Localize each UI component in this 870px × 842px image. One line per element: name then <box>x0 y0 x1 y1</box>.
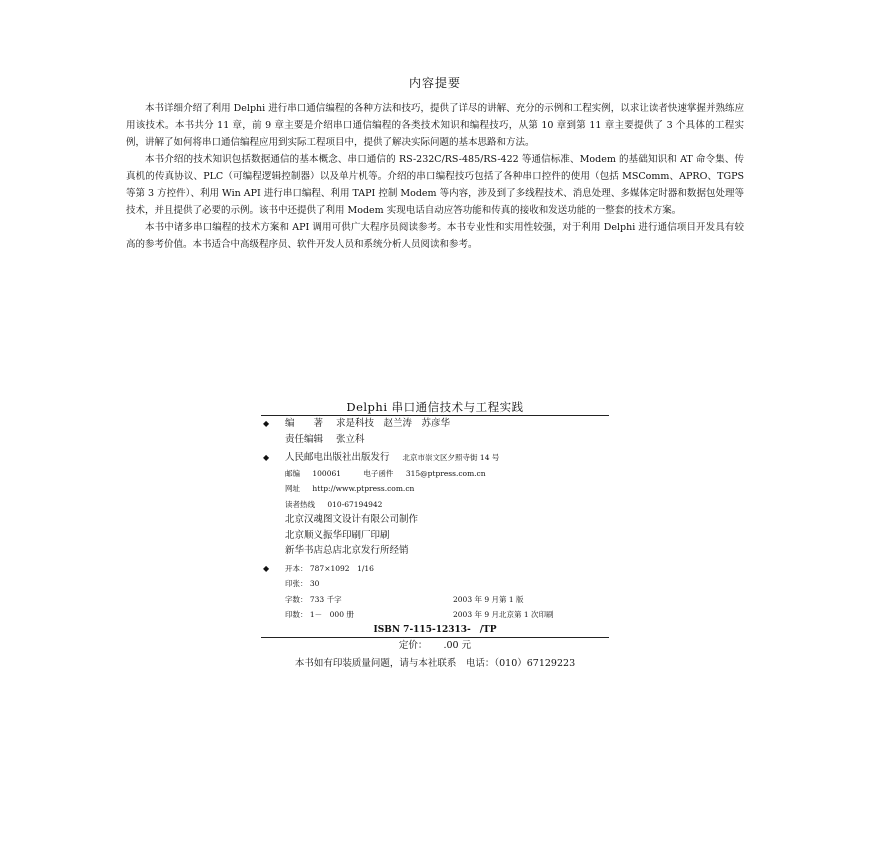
authors: 求是科技 赵兰涛 苏彦华 <box>336 418 451 429</box>
producer-row <box>261 512 609 528</box>
hotline-label: 读者热线 <box>285 499 315 509</box>
sheets-label: 印张： <box>285 579 308 588</box>
hotline-row <box>261 497 609 513</box>
words: 733 千字 <box>309 594 342 604</box>
format-label: 开本： <box>285 563 308 573</box>
abstract-paragraph-3: 本书中诸多串口编程的技术方案和 API 调用可供广大程序员阅读参考。本书专业性和实用性较强，对于利用 Delphi 进行通信项目开发具有较高的参考价值。本书适合中高级程序员、软件开发人员和系统分析人员阅读和参考。 <box>126 222 744 250</box>
words-row <box>261 592 609 608</box>
editor-label: 责任编辑 <box>285 433 324 445</box>
author-row <box>261 416 609 432</box>
postcode-row <box>261 466 609 482</box>
distributor: 新华书店总店北京发行所经销 <box>285 545 409 556</box>
diamond-bullet-icon: ◆ <box>263 419 270 428</box>
book-title: Delphi 串口通信技术与工程实践 <box>346 400 524 414</box>
abstract-title: 内容提要 <box>408 76 461 90</box>
sheets: 30 <box>309 579 320 588</box>
printing: 2003 年 9 月北京第 1 次印刷 <box>453 610 554 619</box>
publisher-row <box>261 450 609 466</box>
price: .00 元 <box>443 639 472 651</box>
email: 315@ptpress.com.cn <box>405 468 486 478</box>
price-label: 定价： <box>398 639 428 651</box>
quality-notice: 本书如有印装质量问题，请与本社联系 电话：（010）67129223 <box>294 658 576 669</box>
edition: 2003 年 9 月第 1 版 <box>453 594 524 604</box>
publisher-address: 北京市崇文区夕照寺街 14 号 <box>402 453 500 462</box>
editor: 张立科 <box>336 433 365 445</box>
diamond-bullet-icon: ◆ <box>263 453 270 462</box>
email-label: 电子函件 <box>363 468 394 478</box>
producer: 北京汉魂图文设计有限公司制作 <box>285 514 419 525</box>
price-row <box>261 638 609 654</box>
abstract-paragraph-2: 本书介绍的技术知识包括数据通信的基本概念、串口通信的 RS-232C/RS-485/RS-422 等通信标准、Modem 的基础知识和 AT 命令集、传真机的传真协议、PLC（可编程逻辑控制器）以及单片机等。介绍的串口编程技巧包括了各种串口控件的使用（包括 MSComm、APRO、TGPS 等第 3 方控件）、利用 Win API 进行串口编程、利用 TAPI 控制 Modem 等内容，涉及到了多线程技术、消息处理、多媒体定时器和数据包处理等技术，并且提供了必要的示例。该书中还提供了利用 Modem 实现电话自动应答功能和传真的接收和发送功能的一整套的技术方案。 <box>126 154 744 216</box>
diamond-bullet-icon: ◆ <box>263 563 270 573</box>
postcode: 100061 <box>312 468 342 478</box>
hotline: 010-67194942 <box>327 499 383 509</box>
website-label: 网址 <box>285 484 300 493</box>
postcode-label: 邮编 <box>285 468 300 478</box>
website: http://www.ptpress.com.cn <box>312 484 415 493</box>
format-row <box>261 561 609 577</box>
printer: 北京顺义振华印刷厂印刷 <box>285 529 390 541</box>
publisher: 人民邮电出版社出版发行 <box>285 452 390 463</box>
editor-row <box>261 432 609 448</box>
sheets-row <box>261 576 609 592</box>
abstract-body <box>126 100 744 253</box>
words-label: 字数： <box>285 594 308 604</box>
isbn: ISBN 7-115-12313- /TP <box>373 624 497 635</box>
website-row <box>261 481 609 497</box>
print-count-label: 印数： <box>285 610 308 619</box>
print-count-row <box>261 607 609 623</box>
cip-block <box>261 399 609 654</box>
abstract-paragraph-1: 本书详细介绍了利用 Delphi 进行串口通信编程的各种方法和技巧，提供了详尽的讲解、充分的示例和工程实例，以求让读者快速掌握并熟练应用该技术。本书共分 11 章，前 9 章主要是介绍串口通信编程的各类技术知识和编程技巧，从第 10 章到第 11 章主要提供了 3 个具体的工程实例，讲解了如何将串口通信编程应用到实际工程项目中，提供了解决实际问题的基本思路和方法。 <box>126 103 744 148</box>
printer-row <box>261 528 609 544</box>
distributor-row <box>261 543 609 559</box>
author-label: 编 著 <box>285 418 324 429</box>
format: 787×1092 1/16 <box>309 563 374 573</box>
print-count: 1－ 000 册 <box>309 610 354 619</box>
